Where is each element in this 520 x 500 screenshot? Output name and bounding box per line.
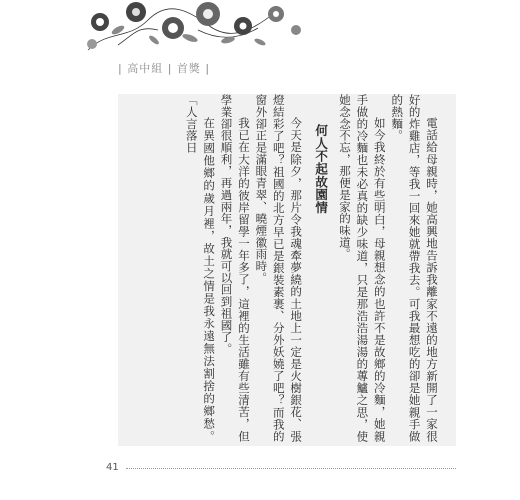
section-category-label: | 高中組 | 首獎 | (118, 62, 211, 75)
page-number: 41 (106, 462, 119, 473)
essay-paragraph: 在異國他鄉的歲月裡，故土之情是我永遠無法割捨的鄉愁。「人言落日 (184, 94, 217, 442)
essay-paragraph: 電話給母親時，她高興地告訴我離家不遠的地方新開了一家很好的炸雞店，等我一回來她就帶我去。可我最想吃的卻是她親手做的熱麵。 (390, 94, 439, 442)
essay-paragraph: 我已在大洋的彼岸留學一年多了，這裡的生活雖有些清苦，但學業卻很順利，再過兩年，我就可以回到祖國了。 (219, 94, 251, 442)
essay-paragraph: 今天是除夕，那片令我魂牽夢繞的土地上一定是火樹銀花、張燈結彩了吧？祖國的北方早已是銀裝素裹、分外妖嬈了吧？而我的窗外卻正是滿眼青翠、曉煙徽雨時。 (254, 94, 304, 442)
essay-subheading: 何人不起故園情 (313, 124, 329, 214)
essay-panel (118, 94, 456, 446)
essay-paragraph: 如今我終於有些明白，母親想念的也許不是故鄉的冷麵，她親手做的冷麵也未必真的缺少味道，只是那浩浩湯湯的蓴鱸之思，使她念念不忘，那便是家的味道。 (337, 94, 387, 442)
footer-dotted-line (126, 468, 456, 469)
floral-decoration (78, 0, 308, 52)
essay-text (182, 94, 440, 442)
